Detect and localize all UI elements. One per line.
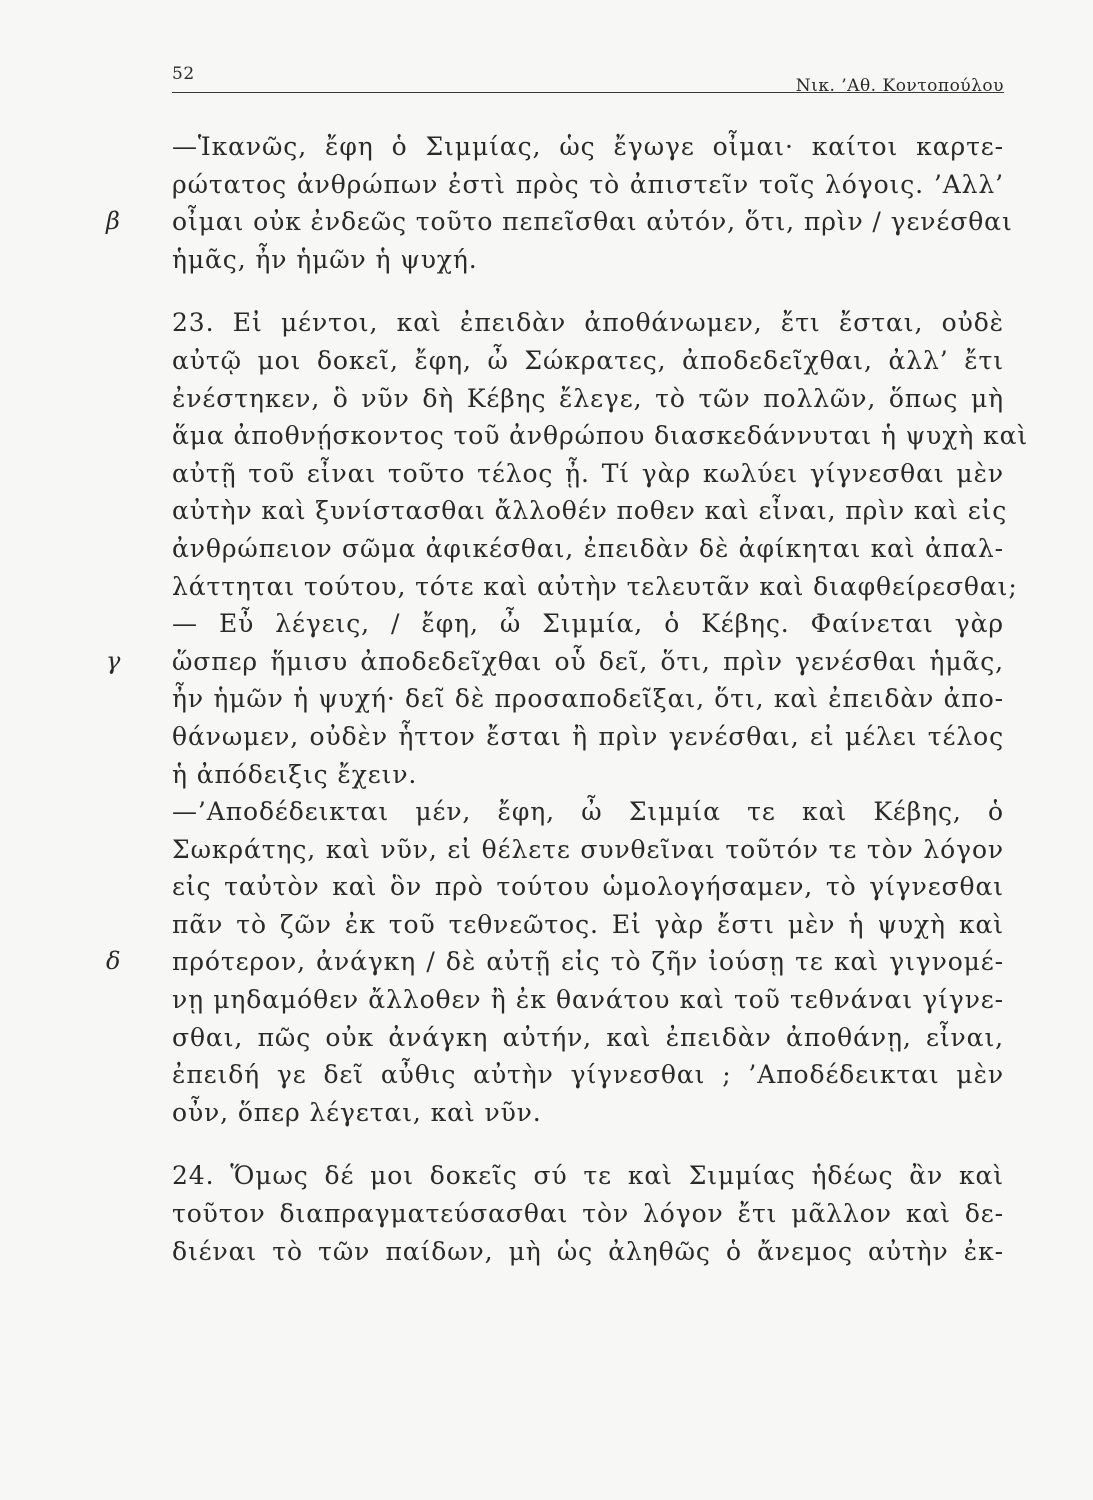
running-head: Νικ. ’Αθ. Κοντοπούλου [795, 76, 1004, 96]
text-line: διέναι τὸ τῶν παίδων, μὴ ὡς ἀληθῶς ὁ ἄνεμος αὐτὴν ἐκ- [172, 1236, 1004, 1266]
stephanus-margin-letter: δ [106, 947, 121, 976]
text-line: ἐνέστηκεν, ὃ νῦν δὴ Κέβης ἔλεγε, τὸ τῶν πολλῶν, ὅπως μὴ [172, 383, 1004, 413]
text-line: εἰς ταὐτὸν καὶ ὃν πρὸ τούτου ὡμολογήσαμεν, τὸ γίγνεσθαι [172, 872, 1004, 902]
text-line: Σωκράτης, καὶ νῦν, εἰ θέλετε συνθεῖναι τοῦτόν τε τὸν λόγον [172, 834, 1004, 864]
text-line: ἦν ἡμῶν ἡ ψυχή· δεῖ δὲ προσαποδεῖξαι, ὅτι, καὶ ἐπειδὰν ἀπο- [172, 684, 1004, 714]
text-line: οἶμαι οὐκ ἐνδεῶς τοῦτο πεπεῖσθαι αὐτόν, ὅτι, πρὶν / γενέσθαι β [172, 203, 1004, 241]
paragraph-gap [172, 1131, 1004, 1157]
text-line: σθαι, πῶς οὐκ ἀνάγκη αὐτήν, καὶ ἐπειδὰν ἀποθάνῃ, εἶναι, [172, 1022, 1004, 1052]
text-line: τοῦτον διαπραγματεύσασθαι τὸν λόγον ἔτι μᾶλλον καὶ δε- [172, 1199, 1004, 1229]
text-line: ἐπειδή γε δεῖ αὖθις αὐτὴν γίγνεσθαι ; ’Αποδέδεικται μὲν [172, 1060, 1004, 1090]
text-line: θάνωμεν, οὐδὲν ἧττον ἔσται ἢ πρὶν γενέσθαι, εἰ μέλει τέλος [172, 721, 1004, 751]
text-line: νῃ μηδαμόθεν ἄλλοθεν ἢ ἐκ θανάτου καὶ τοῦ τεθνάναι γίγνε- [172, 985, 1004, 1015]
text-line: —Ἱκανῶς, ἔφη ὁ Σιμμίας, ὡς ἔγωγε οἶμαι· καίτοι καρτε- [172, 132, 1004, 161]
text-line: αὐτῷ μοι δοκεῖ, ἔφη, ὦ Σώκρατες, ἀποδεδεῖχθαι, ἀλλ’ ἔτι [172, 345, 1004, 375]
text-line: ἡ ἀπόδειξις ἔχειν. [172, 759, 418, 789]
text-line: αὐτὴν καὶ ξυνίστασθαι ἄλλοθέν ποθεν καὶ εἶναι, πρὶν καὶ εἰς [172, 496, 1008, 526]
text-line: ἅμα ἀποθνῄσκοντος τοῦ ἀνθρώπου διασκεδάννυται ἡ ψυχὴ καὶ [172, 421, 1029, 451]
text-line: ἀνθρώπειον σῶμα ἀφικέσθαι, ἐπειδὰν δὲ ἀφίκηται καὶ ἀπαλ- [172, 533, 1004, 563]
stephanus-margin-letter: γ [106, 646, 121, 675]
text-line: 24. Ὅμως δέ μοι δοκεῖς σύ τε καὶ Σιμμίας ἡδέως ἂν καὶ [172, 1161, 1004, 1191]
stephanus-margin-letter: β [106, 207, 120, 236]
text-line: —’Αποδέδεικται μέν, ἔφη, ὦ Σιμμία τε καὶ Κέβης, ὁ [172, 797, 1004, 827]
text-line: 23. Εἰ μέντοι, καὶ ἐπειδὰν ἀποθάνωμεν, ἔτι ἔσται, οὐδὲ [172, 308, 1004, 338]
page-number: 52 [172, 64, 195, 84]
text-line: οὖν, ὅπερ λέγεται, καὶ νῦν. [172, 1097, 542, 1127]
text-line: πᾶν τὸ ζῶν ἐκ τοῦ τεθνεῶτος. Εἰ γὰρ ἔστι μὲν ἡ ψυχὴ καὶ [172, 909, 1004, 939]
paragraph-gap [172, 278, 1004, 304]
page-header [172, 58, 1004, 96]
text-line: πρότερον, ἀνάγκη / δὲ αὐτῇ εἰς τὸ ζῆν ἰούσῃ τε καὶ γιγνομέ- δ [172, 943, 1004, 981]
body-text [106, 128, 1029, 1270]
text-line: ὥσπερ ἥμισυ ἀποδεδεῖχθαι οὗ δεῖ, ὅτι, πρὶν γενέσθαι ἡμᾶς, γ [172, 643, 1004, 681]
text-line: λάττηται τούτου, τότε καὶ αὐτὴν τελευτᾶν καὶ διαφθείρεσθαι; [172, 571, 1018, 601]
text-line: — Εὖ λέγεις, / ἔφη, ὦ Σιμμία, ὁ Κέβης. Φαίνεται γὰρ [172, 609, 1004, 639]
text-line: αὐτῇ τοῦ εἶναι τοῦτο τέλος ᾖ. Τί γὰρ κωλύει γίγνεσθαι μὲν [172, 458, 1004, 488]
text-line: ἡμᾶς, ἦν ἡμῶν ἡ ψυχή. [172, 244, 478, 274]
text-line: ρώτατος ἀνθρώπων ἐστὶ πρὸς τὸ ἀπιστεῖν τοῖς λόγοις. ’Αλλ’ [172, 169, 1004, 199]
